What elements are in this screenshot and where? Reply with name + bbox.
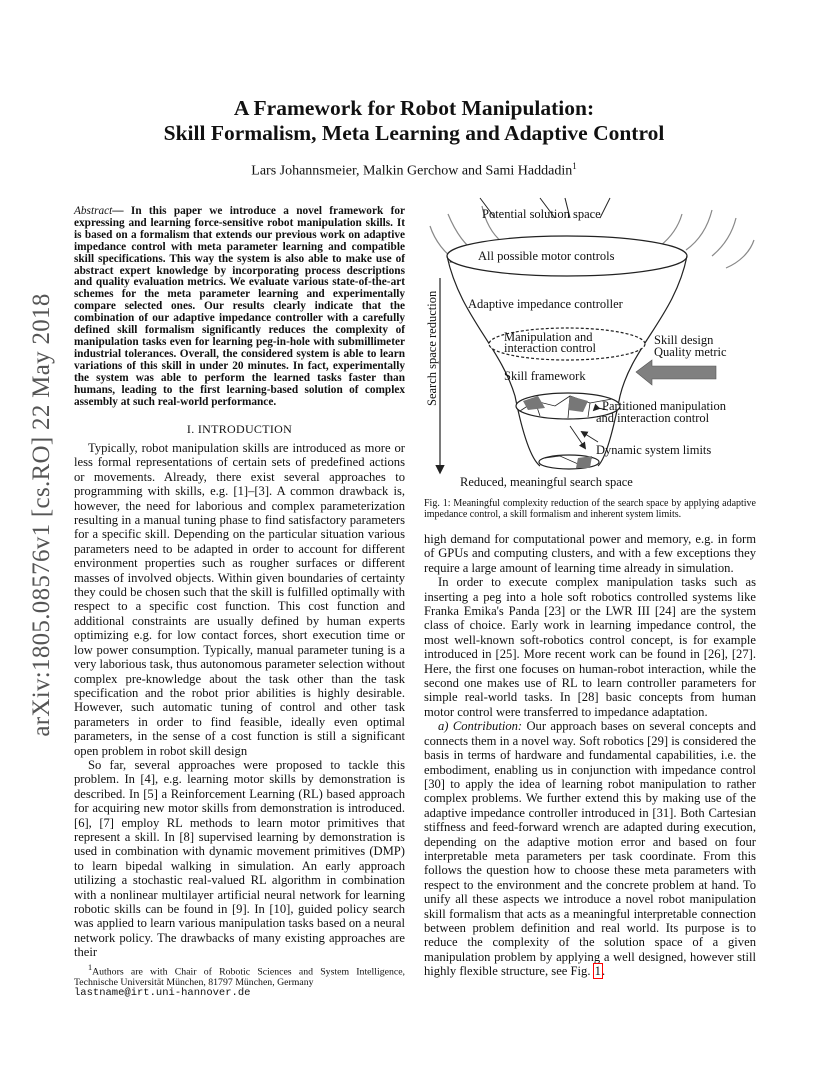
label-manipulation-2: interaction control bbox=[504, 341, 596, 355]
label-all-motor-controls: All possible motor controls bbox=[478, 249, 615, 263]
label-dynamic-limits: Dynamic system limits bbox=[596, 443, 712, 457]
title-line-2: Skill Formalism, Meta Learning and Adaptive Control bbox=[163, 121, 665, 145]
contribution-end: . bbox=[601, 964, 606, 979]
contribution-heading: a) Contribution: bbox=[438, 719, 523, 734]
footnote-email[interactable]: lastname@irt.uni-hannover.de bbox=[74, 987, 251, 1000]
footnote-text: Authors are with Chair of Robotic Sciences and System Intelligence, Technische Universität München, 81797 München, Germany bbox=[74, 966, 405, 989]
abstract-text: — In this paper we introduce a novel framework for expressing and learning force-sensitive robot manipulation skills. It is based on a formalism that extends our previous work on adaptive impedance control with meta parameter learning and compatible skill specifications. This way the system is also able to make use of abstract expert knowledge by incorporating process descriptions and quality evaluation metrics. We evaluate various state-of-the-art schemes for the meta parameter learning and experimentally compare selected ones. Our results clearly indicate that the combination of our adaptive impedance controller with a carefully defined skill formalism significantly reduces the complexity of manipulation tasks even for learning peg-in-hole with submillimeter industrial tolerances. Overall, the considered system is able to learn variations of this skill in under 20 minutes. In fact, experimentally the system was able to perform the learned tasks faster than humans, leading to the first learning-based solution of complex assembly at such real-world performance. bbox=[74, 205, 405, 408]
abstract bbox=[74, 206, 405, 408]
arxiv-identifier: arXiv:1805.08576v1 [cs.RO] 22 May 2018 bbox=[28, 293, 55, 737]
label-skill-design: Skill design bbox=[654, 333, 714, 347]
label-manipulation-1: Manipulation and bbox=[504, 330, 593, 344]
label-potential-solution-space: Potential solution space bbox=[482, 207, 601, 221]
contribution-paragraph bbox=[424, 719, 756, 978]
figure-search-space-funnel bbox=[420, 196, 760, 492]
intro-paragraph-1: Typically, robot manipulation skills are introduced as more or less formal representations of certain sets of predefined actions or movements. Already, there exist several approaches to programming with skills, e.g. [1]–[3]. A common drawback is, however, the need for laborious and complex parameterization resulting in a manual tuning phase to find satisfactory parameters for a specific skill. Depending on the particular situation various parameters need to be adapted in order to account for different environment properties such as rougher surfaces or different masses of involved objects. Within given boundaries of certainty they could be chosen such that the skill is fulfilled optimally with respect to a specific cost function. This cost function and additional constraints are usually defined by human experts optimizing e.g. for low contact forces, short execution time or low power consumption. Typically, manual parameter tuning is a very laborious task, thus autonomous parameter selection without complex pre-knowledge about the task other than the task specification and the robot prior abilities is highly desirable. However, such automatic tuning of control and other task parameters in order to find feasible, ideally even optimal parameters, in the sense of a cost function is still a significant open problem in robot skill design bbox=[74, 441, 405, 758]
paper-title bbox=[90, 96, 738, 146]
label-search-space-reduction: Search space reduction bbox=[425, 290, 439, 406]
author-names: Lars Johannsmeier, Malkin Gerchow and Sami Haddadin bbox=[251, 163, 573, 179]
figure-caption: Fig. 1: Meaningful complexity reduction of the search space by applying adaptive impedance control, a skill formalism and inherent system limits. bbox=[424, 498, 756, 520]
intro-paragraph-2: So far, several approaches were proposed to tackle this problem. In [4], e.g. learning motor skills by demonstration is described. In [5] a Reinforcement Learning (RL) based approach for acquiring new motor skills from demonstration is introduced. [6], [7] employ RL methods to learn motor primitives that represent a skill. In [8] supervised learning by demonstration is used in combination with dynamic movement primitives (DMP) to learn bipedal walking in simulation. An early approach utilizing a stochastic real-valued RL algorithm in combination with a nonlinear multilayer artificial neural network for learning robotic skills can be found in [9]. In [10], guided policy search was applied to learn various manipulation tasks based on a neural network policy. The drawbacks of many existing approaches are their bbox=[74, 757, 405, 960]
label-reduced-search-space: Reduced, meaningful search space bbox=[460, 475, 633, 489]
authors bbox=[90, 161, 738, 180]
label-skill-framework: Skill framework bbox=[504, 369, 586, 383]
skill-design-arrow bbox=[636, 360, 716, 385]
contribution-text: Our approach bases on several concepts and connects them in a novel way. Soft robotics [29] is considered the basis in terms of hardware and fundamental capabilities, i.e. the embodiment, enabling us in conjunction with impedance control [30] to apply the idea of learning robot manipulation to rather complex problems. We further extend this by making use of the adaptive impedance controller introduced in [31]. Both Cartesian stiffness and feed-forward wrench are adapted during execution, depending on the adaptive motion error and based on four interpretable meta parameters per task coordinate. From this follows the question how to choose these meta parameters with respect to the environment and the concrete problem at hand. To unify all these aspects we introduce a novel robot manipulation skill formalism that acts as a meaningful interpretable connection between problem definition and real world. Its purpose is to reduce the complexity of the solution space of a given manipulation problem by applying a well designed, however still highly flexible structure, see Fig. bbox=[424, 719, 756, 979]
left-body bbox=[74, 441, 405, 960]
section-heading-introduction: I. INTRODUCTION bbox=[186, 422, 293, 436]
right-paragraph-1: high demand for computational power and memory, e.g. in form of GPUs and computing clusters, and with a few exceptions they require a large amount of learning time already in simulation. bbox=[424, 532, 756, 575]
footnote bbox=[74, 962, 405, 999]
fig-1-link[interactable]: 1 bbox=[594, 964, 601, 979]
abstract-label: Abstract bbox=[74, 205, 113, 217]
author-footnote-mark: 1 bbox=[572, 161, 577, 171]
arxiv-sidebar bbox=[22, 270, 62, 760]
label-partitioned-1: Partitioned manipulation bbox=[602, 399, 726, 413]
right-paragraph-2: In order to execute complex manipulation tasks such as inserting a peg into a hole soft robotics controlled systems like Franka Emika's Panda [23] or the LWR III [24] are the system class of choice. Early work in learning impedance control, the most well-known soft-robotics control concept, is for example introduced in [25]. More recent work can be found in [26], [27]. Here, the first one focuses on human-robot interaction, while the second one makes use of RL to learn controller parameters for simple real-world tasks. In [28] basic concepts from human motor control were transferred to impedance adaptation. bbox=[424, 575, 756, 719]
label-quality-metric: Quality metric bbox=[654, 345, 727, 359]
label-partitioned-2: and interaction control bbox=[596, 411, 710, 425]
label-adaptive-impedance: Adaptive impedance controller bbox=[468, 297, 623, 311]
right-body bbox=[424, 532, 756, 979]
footnote-mark: 1 bbox=[88, 963, 93, 972]
title-line-1: A Framework for Robot Manipulation: bbox=[233, 96, 595, 120]
